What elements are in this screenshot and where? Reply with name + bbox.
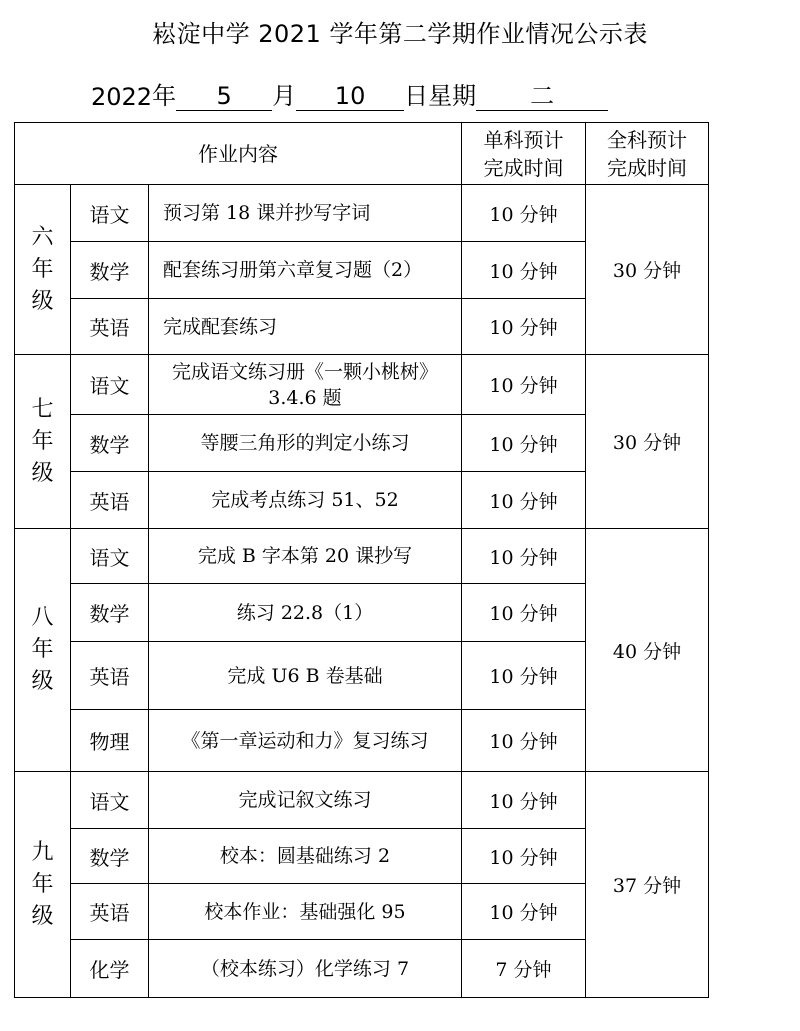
subject-cell: 数学 [71,242,149,299]
time-cell: 10 分钟 [462,185,586,242]
content-cell: 配套练习册第六章复习题（2） [149,242,462,299]
time-cell: 10 分钟 [462,415,586,472]
content-cell: 等腰三角形的判定小练习 [149,415,462,472]
total-time-cell: 40 分钟 [586,529,709,772]
time-cell: 10 分钟 [462,529,586,584]
table-row [15,185,709,242]
content-cell: 校本：圆基础练习 2 [149,829,462,884]
grade-label: 八年级 [15,529,71,772]
date-year: 2022 [91,83,153,111]
date-day-unit: 日星期 [404,82,477,110]
header-row [15,123,709,185]
content-cell: 预习第 18 课并抄写字词 [149,185,462,242]
subject-cell: 数学 [71,415,149,472]
subject-cell: 语文 [71,772,149,829]
time-cell: 10 分钟 [462,355,586,415]
content-cell: 练习 22.8（1） [149,584,462,642]
date-month-field: 5 [176,82,272,111]
time-cell: 7 分钟 [462,940,586,998]
content-cell: 完成 U6 B 卷基础 [149,642,462,710]
content-cell: （校本练习）化学练习 7 [149,940,462,998]
subject-cell: 数学 [71,584,149,642]
header-content: 作业内容 [15,123,462,185]
time-cell: 10 分钟 [462,642,586,710]
date-weekday-field: 二 [476,82,608,111]
time-cell: 10 分钟 [462,584,586,642]
subject-cell: 英语 [71,299,149,355]
content-cell: 完成语文练习册《一颗小桃树》3.4.6 题 [149,355,462,415]
date-day-field: 10 [296,82,404,111]
time-cell: 10 分钟 [462,772,586,829]
time-cell: 10 分钟 [462,472,586,529]
header-total-time: 全科预计完成时间 [586,123,709,185]
grade-label: 七年级 [15,355,71,529]
header-single-time: 单科预计完成时间 [462,123,586,185]
content-cell: 《第一章运动和力》复习练习 [149,710,462,772]
grade-label: 九年级 [15,772,71,998]
subject-cell: 数学 [71,829,149,884]
page-title: 崧淀中学 2021 学年第二学期作业情况公示表 [152,20,648,48]
time-cell: 10 分钟 [462,710,586,772]
content-cell: 完成配套练习 [149,299,462,355]
total-time-cell: 30 分钟 [586,185,709,355]
subject-cell: 化学 [71,940,149,998]
time-cell: 10 分钟 [462,884,586,940]
subject-cell: 语文 [71,355,149,415]
subject-cell: 语文 [71,185,149,242]
content-cell: 完成记叙文练习 [149,772,462,829]
date-month-unit: 月 [272,82,297,110]
subject-cell: 语文 [71,529,149,584]
time-cell: 10 分钟 [462,242,586,299]
subject-cell: 物理 [71,710,149,772]
date-year-unit: 年 [152,82,177,110]
subject-cell: 英语 [71,472,149,529]
table-row [15,355,709,415]
content-cell: 校本作业：基础强化 95 [149,884,462,940]
grade-label: 六年级 [15,185,71,355]
time-cell: 10 分钟 [462,299,586,355]
content-cell: 完成考点练习 51、52 [149,472,462,529]
total-time-cell: 37 分钟 [586,772,709,998]
content-cell: 完成 B 字本第 20 课抄写 [149,529,462,584]
date-line [91,76,608,111]
time-cell: 10 分钟 [462,829,586,884]
table-row [15,529,709,584]
table-row [15,772,709,829]
homework-table [14,122,709,998]
subject-cell: 英语 [71,642,149,710]
total-time-cell: 30 分钟 [586,355,709,529]
subject-cell: 英语 [71,884,149,940]
